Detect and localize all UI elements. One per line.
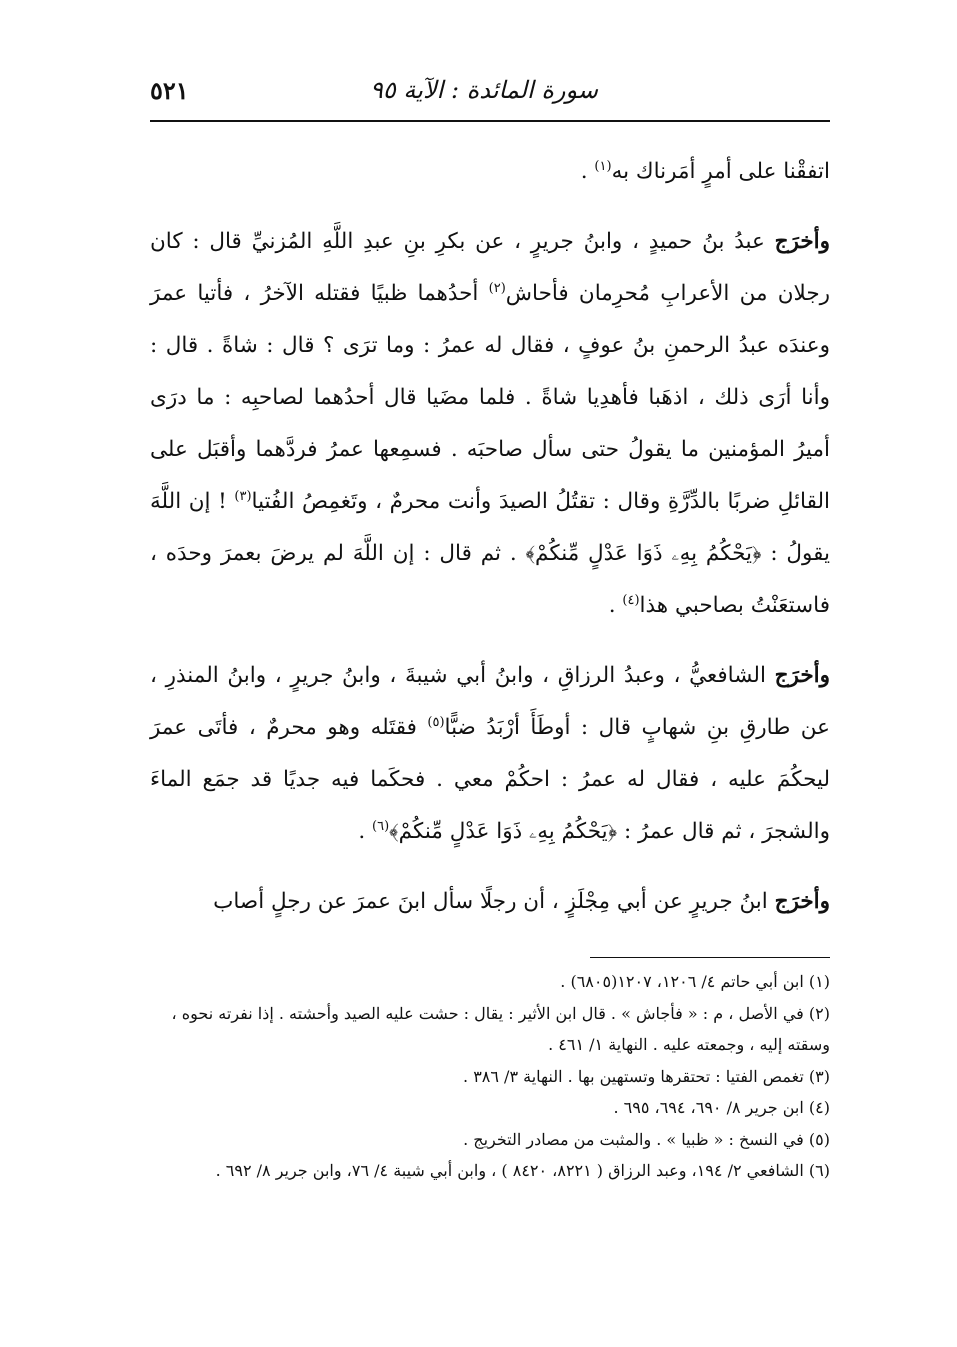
footnote-ref: (١) [594,158,612,174]
paragraph-text: ابنُ جريرٍ عن أبي مِجْلَزٍ ، أن رجلًا سأل ابنَ عمرَ عن رجلٍ أصاب [213,889,775,914]
footnote-ref: (٤) [622,592,640,608]
paragraph-tail: . [358,819,373,844]
paragraph [150,650,830,858]
paragraph-text: عبدُ بنُ حميدٍ ، وابنُ جريرٍ ، عن بكرِ بنِ عبدِ اللَّهِ المُزنيِّ قال : كان رجلان من الأعرابِ مُحرِمان فأحاش [150,229,831,306]
paragraph-text: فقتَله وهو محرمٌ ، فأتَى عمرَ ليحكُمَ عليه ، فقال له عمرُ : احكُمْ معي . فحكَما فيه جديًا قد جمَع الماءَ والشجرَ ، ثم قال عمرُ : ﴿يَحْكُمُ بِهِۦ ذَوَا عَدْلٍ مِّنكُمْ﴾ [150,715,830,844]
paragraph [150,146,830,198]
paragraph-text: أحدُهما ظبيًا فقتله الآخرُ ، فأتيا عمرَ وعندَه عبدُ الرحمنِ بنُ عوفٍ ، فقال له عمرُ : وما ترَى ؟ قال : شاةً . قال : وأنا أرَى ذلك ، اذهَبا فأهدِيا شاةً . فلما مضَيا قال أحدُهما لصاحبِه : ما درَى أميرُ المؤمنين ما يقولُ حتى سأل صاحبَه . فسمِعها عمرُ فردَّهما وأقبَل على القائلِ ضربًا بالدِّرَّةِ وقال : تقتُلُ الصيدَ وأنت محرمٌ ، وتَغمِصُ الفُتيا [150,281,831,514]
header-rule [150,120,830,122]
running-title: سورة المائدة : الآية ٩٥ [370,76,598,104]
footnote-ref: (٦) [372,818,390,834]
page-number: ٥٢١ [150,76,189,105]
paragraph-tail: . [580,159,595,184]
footnote: (١) ابن أبي حاتم ٤/ ١٢٠٦، ١٢٠٧(٦٨٠٥) . [560,972,830,991]
paragraph-lead-word: وأخرَج [774,229,830,254]
footnote-rule [590,957,830,958]
paragraph [150,876,830,928]
paragraph-tail: . [608,593,623,618]
footnote: (٦) الشافعي ٢/ ١٩٤، وعبد الرزاق ( ٨٢٢١، ٨٤٢٠ ) ، وابن أبي شيبة ٤/ ٧٦، وابن جرير ٨/ ٦٩٢ . [215,1161,830,1180]
paragraph-text: الشافعيُّ ، وعبدُ الرزاقِ ، وابنُ أبي شيبةَ ، وابنُ جريرٍ ، وابنُ المنذرِ ، عن طارقِ بنِ شهابٍ قال : أوطَأَ أرْبَدُ ضبًّا [150,663,830,740]
paragraph [150,216,830,632]
footnote: (٤) ابن جرير ٨/ ٦٩٠، ٦٩٤، ٦٩٥ . [613,1098,830,1117]
paragraph-lead-word: وأخرَج [774,889,830,914]
footnote: (٢) في الأصل ، م : « فأجاش » . قال ابن الأثير : يقال : حشت عليه الصيد وأحشته . إذا نفرته نحوه ، وسقته إليه ، وجمعته عليه . النهاية ١/ ٤٦١ . [171,1003,830,1054]
paragraph-lead-word: وأخرَج [774,663,830,688]
footnote-ref: (٢) [488,280,506,296]
footnote: (٣) تغمص الفتيا : تحتقرها وتستهين بها . النهاية ٣/ ٣٨٦ . [463,1066,830,1086]
footnote-ref: (٣) [234,488,252,504]
footnotes [150,966,830,1187]
paragraph-text: ! إن اللَّهَ يقولُ : ﴿يَحْكُمُ بِهِۦ ذَوَا عَدْلٍ مِّنكُمْ﴾ . ثم قال : إن اللَّهَ لم يرضَ بعمرَ وحدَه ، فاستعَنْتُ بصاحبي هذا [150,489,830,618]
footnote-ref: (٥) [427,714,445,730]
page-header [150,72,830,116]
main-text [150,146,830,946]
footnote: (٥) في النسخ : « ظبيا » . والمثبت من مصادر التخريج . [463,1129,830,1149]
paragraph-text: اتفقْنا على أمرٍ أمَرناك به [611,159,830,184]
